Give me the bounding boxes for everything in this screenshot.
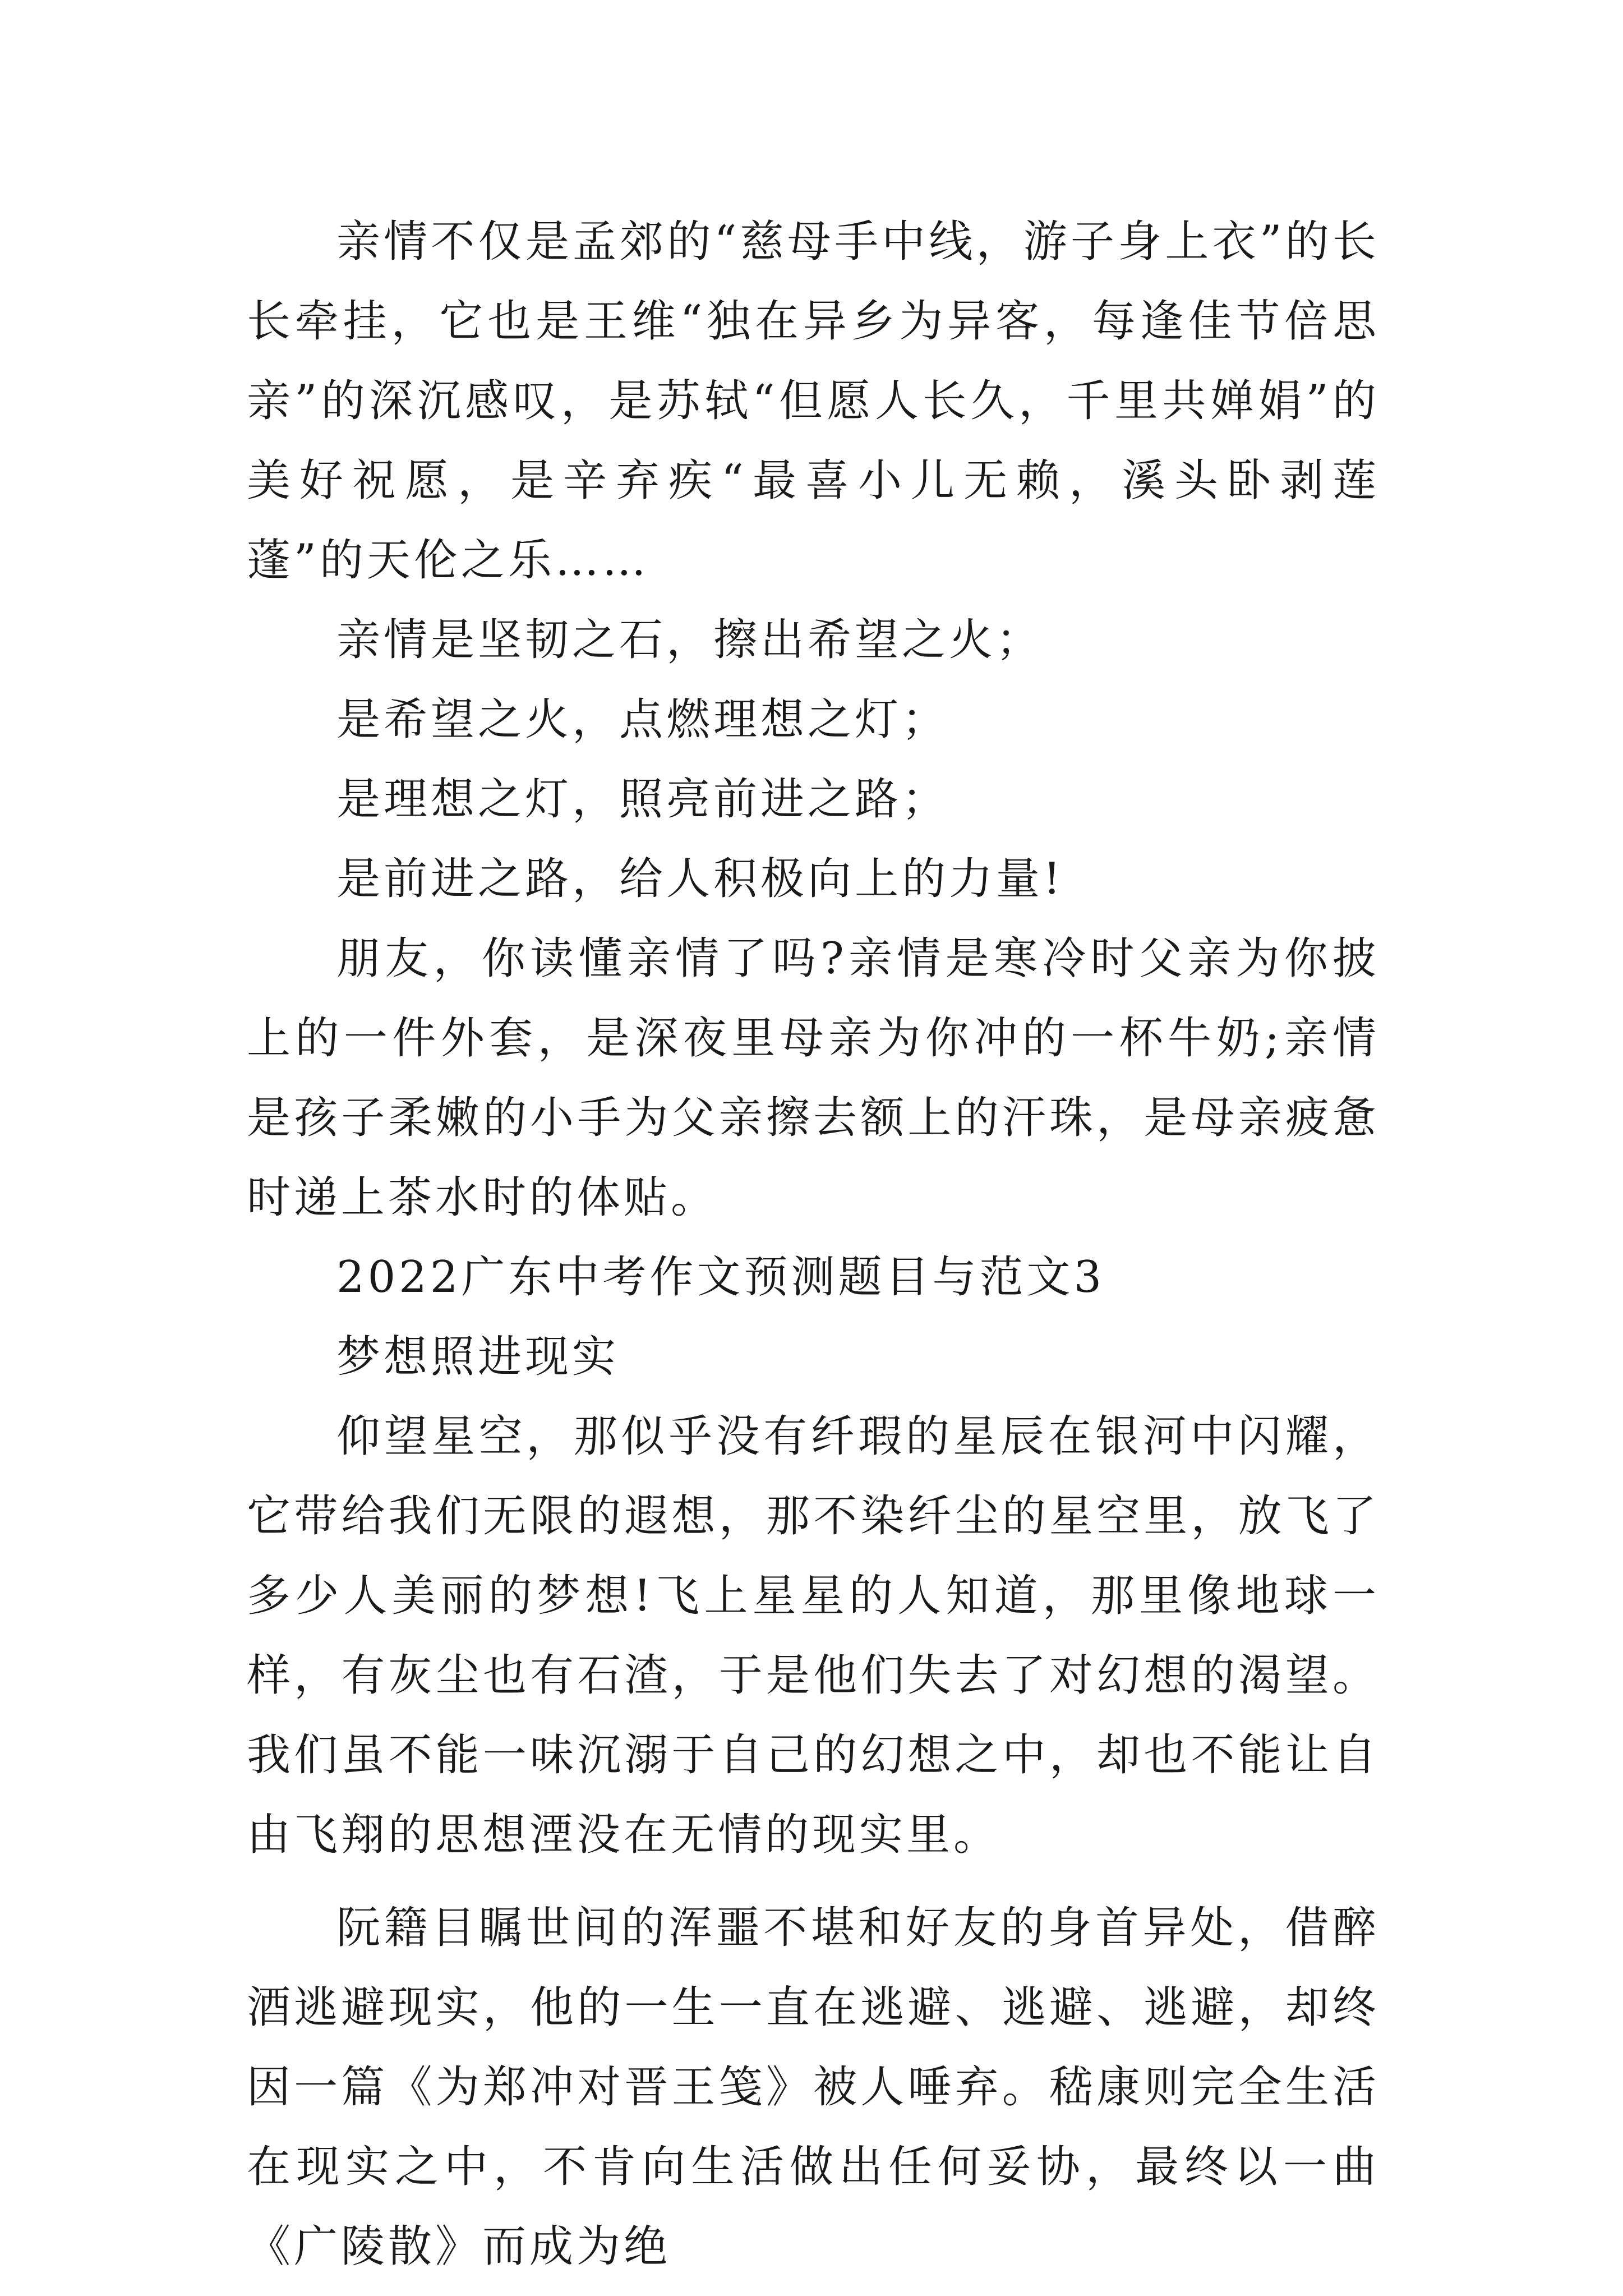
paragraph-kinship-stone: 亲情是坚韧之石，擦出希望之火； xyxy=(336,615,1044,665)
paragraph-ideal-lamp: 是理想之灯，照亮前进之路； xyxy=(336,774,949,825)
paragraph-road-forward: 是前进之路，给人积极向上的力量! xyxy=(336,854,1064,904)
paragraph-kinship-poems: 亲情不仅是孟郊的“慈母手中线，游子身上衣”的长长牵挂，它也是王维“独在异乡为异客，每逢佳节倍思亲”的深沉感叹，是苏轼“但愿人长久，千里共婵娟”的美好祝愿，是辛弃疾“最喜小儿无赖，溪头卧剥莲蓬”的天伦之乐…… xyxy=(247,217,1380,586)
section-heading: 2022广东中考作文预测题目与范文3 xyxy=(336,1252,1105,1303)
paragraph-ruan-ji: 阮籍目瞩世间的浑噩不堪和好友的身首异处，借醉酒逃避现实，他的一生一直在逃避、逃避、逃避，却终因一篇《为郑冲对晋王笺》被人唾弃。嵇康则完全生活在现实之中，不肯向生活做出任何妥协，最终以一曲《广陵散》而成为绝 xyxy=(247,1903,1380,2272)
document-body xyxy=(247,202,1380,2286)
paragraph-starry-sky: 仰望星空，那似乎没有纤瑕的星辰在银河中闪耀，它带给我们无限的遐想，那不染纤尘的星空里，放飞了多少人美丽的梦想!飞上星星的人知道，那里像地球一样，有灰尘也有石渣，于是他们失去了对幻想的渴望。我们虽不能一味沉溺于自己的幻想之中，却也不能让自由飞翔的思想湮没在无情的现实里。 xyxy=(247,1411,1380,1860)
essay-title: 梦想照进现实 xyxy=(336,1332,620,1382)
paragraph-hope-fire: 是希望之火，点燃理想之灯； xyxy=(336,694,949,745)
paragraph-friend-question: 朋友，你读懂亲情了吗?亲情是寒冷时父亲为你披上的一件外套，是深夜里母亲为你冲的一杯牛奶;亲情是孩子柔嫩的小手为父亲擦去额上的汗珠，是母亲疲惫时递上茶水时的体贴。 xyxy=(247,933,1380,1223)
